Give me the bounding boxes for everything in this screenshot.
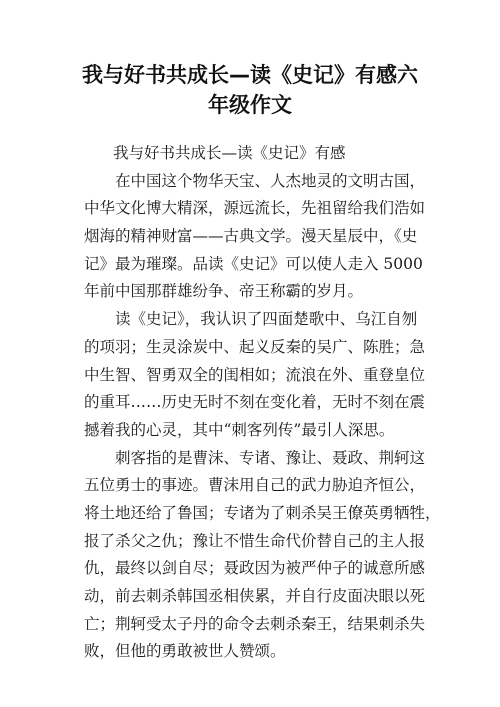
paragraph-line: 的重耳……历史无时不刻在变化着，无时不刻在震 — [84, 393, 426, 412]
title-line-2: 年级作文 — [208, 93, 292, 117]
paragraph-line: 年前中国那群雄纷争、帝王称霸的岁月。 — [84, 282, 364, 301]
paragraph-line: 五位勇士的事迹。曹沫用自己的武力胁迫齐恒公， — [84, 476, 426, 495]
paragraph-line: 读《史记》，我认识了四面楚歌中、乌江自刎 — [115, 310, 418, 329]
paragraph-line: 将土地还给了鲁国；专诸为了刺杀吴王僚英勇牺牲， — [84, 503, 441, 522]
paragraph-line: 仇，最终以剑自尽；聂政因为被严仲子的诚意所感 — [84, 559, 426, 578]
paragraph-line: 撼着我的心灵，其中“刺客列传”最引人深思。 — [84, 420, 395, 439]
paragraph-line: 在中国这个物华天宝、人杰地灵的文明古国， — [115, 171, 426, 190]
paragraph-line: 记》最为璀璨。品读《史记》可以使人走入 5000 — [84, 254, 423, 273]
paragraph-line: 的项羽；生灵涂炭中、起义反秦的吴广、陈胜；急 — [84, 337, 426, 356]
paragraph-line: 败，但他的勇敢被世人赞颂。 — [84, 642, 286, 661]
paragraph-line: 亡；荆轲受太子丹的命令去刺杀秦王，结果刺杀失 — [84, 614, 426, 633]
title-line-1: 我与好书共成长—读《史记》有感六 — [82, 63, 418, 87]
paragraph-line: 中华文化博大精深，源远流长，先祖留给我们浩如 — [84, 199, 426, 218]
paragraph-line: 中生智、智勇双全的闺相如；流浪在外、重登皇位 — [84, 365, 426, 384]
paragraph-line: 动，前去刺杀韩国丞相侠累，并自行皮面决眼以死 — [84, 587, 426, 605]
document-title — [60, 60, 440, 120]
essay-subtitle: 我与好书共成长—读《史记》有感 — [113, 144, 346, 162]
document-body — [84, 140, 441, 666]
paragraph-line: 刺客指的是曹沫、专诸、豫让、聂政、荆轲这 — [115, 448, 426, 467]
paragraph-line: 报了杀父之仇；豫让不惜生命代价替自己的主人报 — [84, 531, 426, 550]
paragraph-line: 烟海的精神财富——古典文学。漫天星辰中，《史 — [84, 227, 418, 246]
